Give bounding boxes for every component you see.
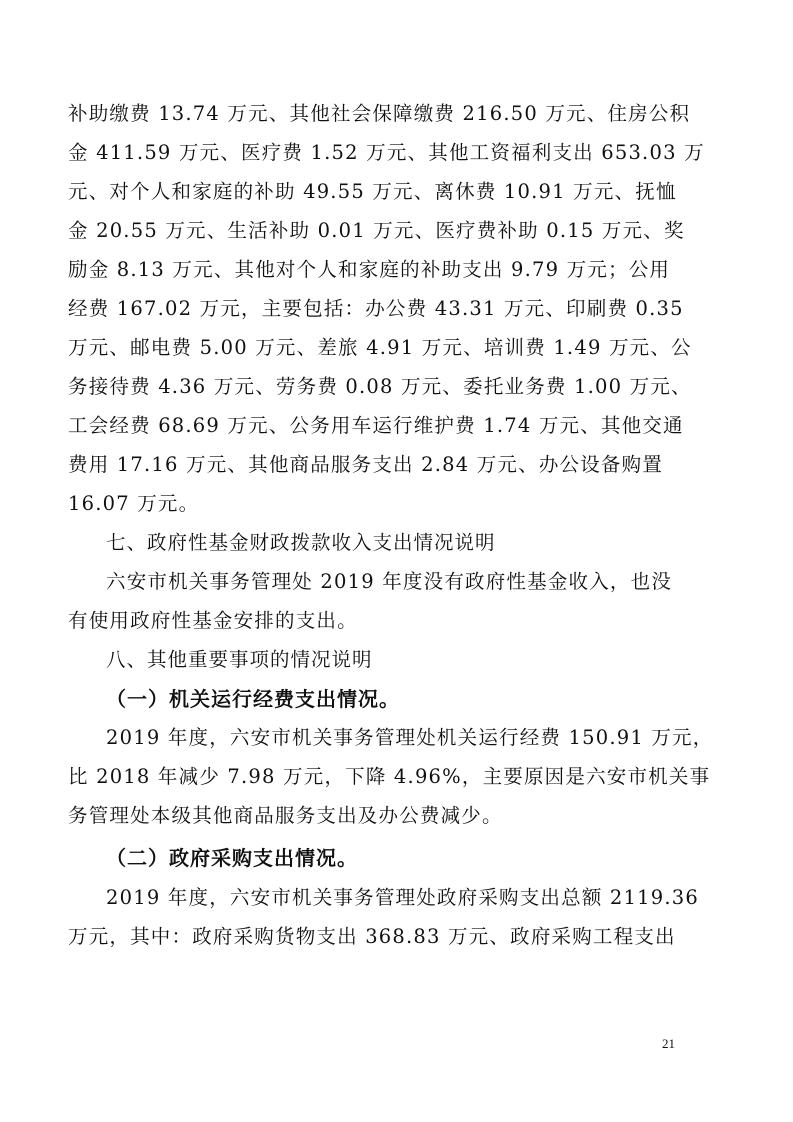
paragraph-line: 元、对个人和家庭的补助 49.55 万元、离休费 10.91 万元、抚恤 <box>68 180 677 203</box>
paragraph-line: 有使用政府性基金安排的支出。 <box>68 609 358 632</box>
paragraph-line: 万元，其中：政府采购货物支出 368.83 万元、政府采购工程支出 <box>68 925 676 948</box>
paragraph-line: 务管理处本级其他商品服务支出及办公费减少。 <box>68 804 503 827</box>
subsection-heading-1: （一）机关运行经费支出情况。 <box>106 687 400 711</box>
paragraph-line: 补助缴费 13.74 万元、其他社会保障缴费 216.50 万元、住房公积 <box>68 102 691 125</box>
paragraph-line: 金 20.55 万元、生活补助 0.01 万元、医疗费补助 0.15 万元、奖 <box>68 219 685 242</box>
paragraph-line: 工会经费 68.69 万元、公务用车运行维护费 1.74 万元、其他交通 <box>68 414 684 437</box>
paragraph-line: 比 2018 年减少 7.98 万元，下降 4.96%，主要原因是六安市机关事 <box>68 765 711 788</box>
paragraph-line: 万元、邮电费 5.00 万元、差旅 4.91 万元、培训费 1.49 万元、公 <box>68 336 692 359</box>
paragraph-line: 费用 17.16 万元、其他商品服务支出 2.84 万元、办公设备购置 <box>68 453 664 476</box>
paragraph-line: 16.07 万元。 <box>68 492 200 515</box>
paragraph-line: 2019 年度，六安市机关事务管理处机关运行经费 150.91 万元， <box>106 726 714 749</box>
paragraph-line: 六安市机关事务管理处 2019 年度没有政府性基金收入，也没 <box>106 570 673 593</box>
paragraph-line: 金 411.59 万元、医疗费 1.52 万元、其他工资福利支出 653.03 万 <box>68 141 705 164</box>
paragraph-line: 2019 年度，六安市机关事务管理处政府采购支出总额 2119.36 <box>106 886 699 909</box>
section-heading-8: 八、其他重要事项的情况说明 <box>106 648 373 671</box>
paragraph-line: 励金 8.13 万元、其他对个人和家庭的补助支出 9.79 万元；公用 <box>68 258 671 281</box>
paragraph-line: 经费 167.02 万元，主要包括：办公费 43.31 万元、印刷费 0.35 <box>68 297 684 320</box>
subsection-heading-2: （二）政府采购支出情况。 <box>106 846 358 870</box>
paragraph-line: 务接待费 4.36 万元、劳务费 0.08 万元、委托业务费 1.00 万元、 <box>68 375 692 398</box>
section-heading-7: 七、政府性基金财政拨款收入支出情况说明 <box>106 531 496 554</box>
page-number: 21 <box>662 1036 675 1051</box>
